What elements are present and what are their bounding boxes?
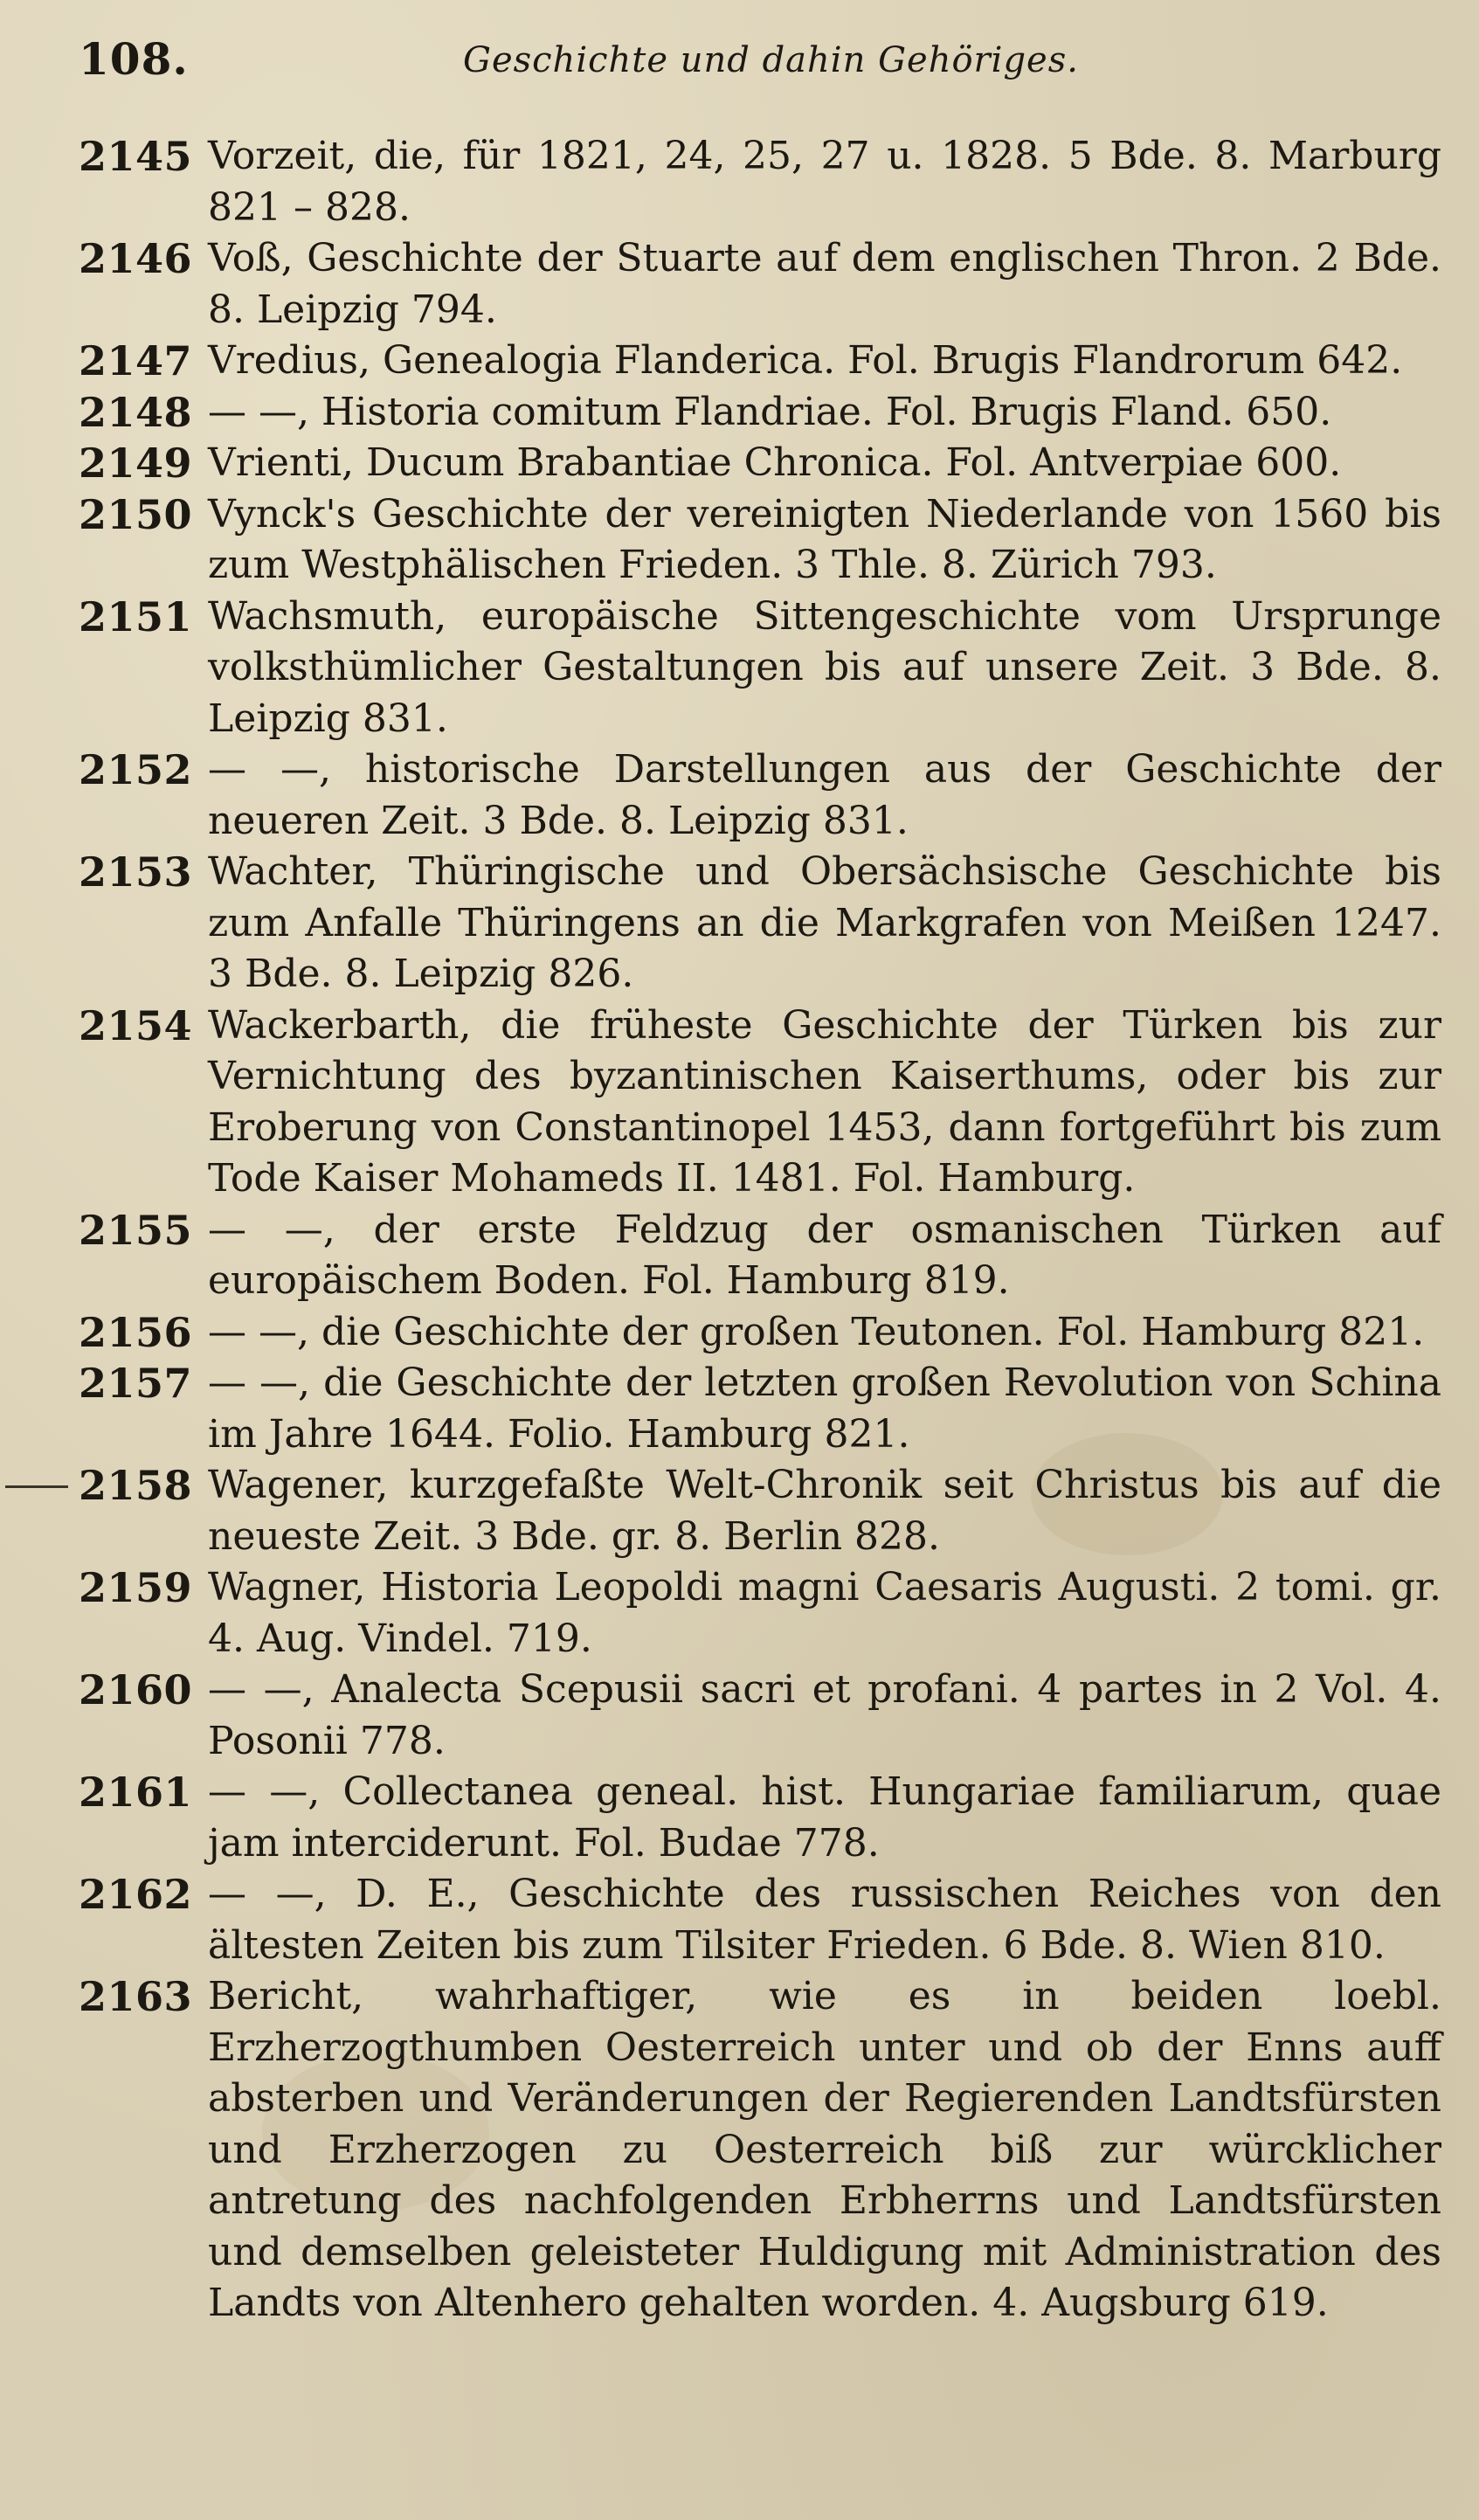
entry-text: — —, D. E., Geschichte des russischen Reiches von den ältesten Zeiten bis zum Tilsiter Frieden. 6 Bde. 8. Wien 810. xyxy=(208,1872,1441,1968)
catalog-entry xyxy=(79,1767,1441,1869)
entry-number: 2160 xyxy=(79,1666,193,1713)
margin-pencil-mark xyxy=(5,1485,68,1488)
catalog-entry xyxy=(79,1358,1441,1460)
entry-text: Bericht, wahrhaftiger, wie es in beiden loebl. Erzherzogthumben Oesterreich unter und ob der Enns auff absterben und Veränderungen der Regierenden Landtsfürsten und Erzherzogen zu Oesterreich biß zur würcklicher antretung des nachfolgenden Erbherrns und Landtsfürsten und demselben geleisteter Huldigung mit Administration des Landts von Altenhero gehalten worden. 4. Augsburg 619. xyxy=(208,1974,1441,2325)
catalog-entry xyxy=(79,1205,1441,1307)
entry-text: Vorzeit, die, für 1821, 24, 25, 27 u. 1828. 5 Bde. 8. Marburg 821 – 828. xyxy=(208,134,1441,230)
running-title: Geschichte und dahin Gehöriges. xyxy=(463,40,1079,80)
catalog-entry xyxy=(79,744,1441,847)
entry-text: Vynck's Geschichte der vereinigten Niederlande von 1560 bis zum Westphälischen Frieden. 3 Thle. 8. Zürich 793. xyxy=(208,491,1441,587)
catalog-entry xyxy=(79,1869,1441,1971)
catalog-entry xyxy=(79,1562,1441,1665)
entry-number: 2150 xyxy=(79,490,193,538)
entry-number: 2153 xyxy=(79,848,193,896)
catalog-entry xyxy=(79,1460,1441,1562)
catalog-entry xyxy=(79,1307,1441,1359)
entry-number: 2154 xyxy=(79,1001,193,1049)
entry-number: 2148 xyxy=(79,388,193,436)
entry-text: — —, Historia comitum Flandriae. Fol. Brugis Fland. 650. xyxy=(208,389,1332,434)
entry-number: 2147 xyxy=(79,337,193,384)
entry-number: 2152 xyxy=(79,746,193,793)
catalog-entry xyxy=(79,233,1441,336)
entry-text: — —, Analecta Scepusii sacri et profani. 4 partes in 2 Vol. 4. Posonii 778. xyxy=(208,1667,1441,1763)
entry-number: 2157 xyxy=(79,1360,193,1407)
catalog-entry xyxy=(79,1665,1441,1767)
catalog-entry xyxy=(79,592,1441,745)
catalog-entry xyxy=(79,489,1441,592)
entry-text: Vrienti, Ducum Brabantiae Chronica. Fol. Antverpiae 600. xyxy=(208,440,1342,485)
entry-text: — —, historische Darstellungen aus der Geschichte der neueren Zeit. 3 Bde. 8. Leipzig 831. xyxy=(208,747,1441,843)
entry-number: 2161 xyxy=(79,1769,193,1816)
entry-text: Wagner, Historia Leopoldi magni Caesaris Augusti. 2 tomi. gr. 4. Aug. Vindel. 719. xyxy=(208,1565,1441,1661)
catalog-entry xyxy=(79,847,1441,1000)
entry-text: Voß, Geschichte der Stuarte auf dem englischen Thron. 2 Bde. 8. Leipzig 794. xyxy=(208,236,1441,332)
entry-number: 2151 xyxy=(79,592,193,640)
entry-number: 2146 xyxy=(79,235,193,282)
page-header xyxy=(79,33,1441,94)
entry-number: 2145 xyxy=(79,133,193,180)
page-number: 108. xyxy=(79,33,189,85)
catalog-entries xyxy=(79,131,1441,2330)
entry-text: Wackerbarth, die früheste Geschichte der Türken bis zur Vernichtung des byzantinischen Kaiserthums, oder bis zur Eroberung von Constantinopel 1453, dann fortgeführt bis zum Tode Kaiser Mohameds II. 1481. Fol. Hamburg. xyxy=(208,1002,1441,1201)
entry-text: — —, die Geschichte der letzten großen Revolution von Schina im Jahre 1644. Folio. Hamburg 821. xyxy=(208,1360,1441,1457)
entry-number: 2162 xyxy=(79,1871,193,1918)
entry-number: 2158 xyxy=(79,1462,193,1509)
entry-text: — —, der erste Feldzug der osmanischen Türken auf europäischem Boden. Fol. Hamburg 819. xyxy=(208,1207,1441,1303)
entry-text: Wachter, Thüringische und Obersächsische Geschichte bis zum Anfalle Thüringens an die Markgrafen von Meißen 1247. 3 Bde. 8. Leipzig 826. xyxy=(208,849,1441,996)
entry-number: 2159 xyxy=(79,1564,193,1611)
catalog-entry xyxy=(79,131,1441,233)
entry-text: Vredius, Genealogia Flanderica. Fol. Brugis Flandrorum 642. xyxy=(208,338,1403,383)
entry-text: — —, Collectanea geneal. hist. Hungariae familiarum, quae jam interciderunt. Fol. Budae 778. xyxy=(208,1769,1441,1866)
catalog-entry xyxy=(79,336,1441,387)
entry-text: Wagener, kurzgefaßte Welt-Chronik seit Christus bis auf die neueste Zeit. 3 Bde. gr. 8. Berlin 828. xyxy=(208,1463,1441,1559)
catalog-entry xyxy=(79,1000,1441,1205)
entry-text: Wachsmuth, europäische Sittengeschichte vom Ursprunge volksthümlicher Gestaltungen bis auf unsere Zeit. 3 Bde. 8. Leipzig 831. xyxy=(208,593,1441,741)
catalog-entry xyxy=(79,1971,1441,2330)
catalog-entry xyxy=(79,387,1441,439)
entry-number: 2156 xyxy=(79,1308,193,1356)
catalog-entry xyxy=(79,438,1441,489)
entry-number: 2149 xyxy=(79,440,193,487)
entry-number: 2163 xyxy=(79,1973,193,2020)
entry-number: 2155 xyxy=(79,1206,193,1254)
entry-text: — —, die Geschichte der großen Teutonen. Fol. Hamburg 821. xyxy=(208,1309,1425,1354)
